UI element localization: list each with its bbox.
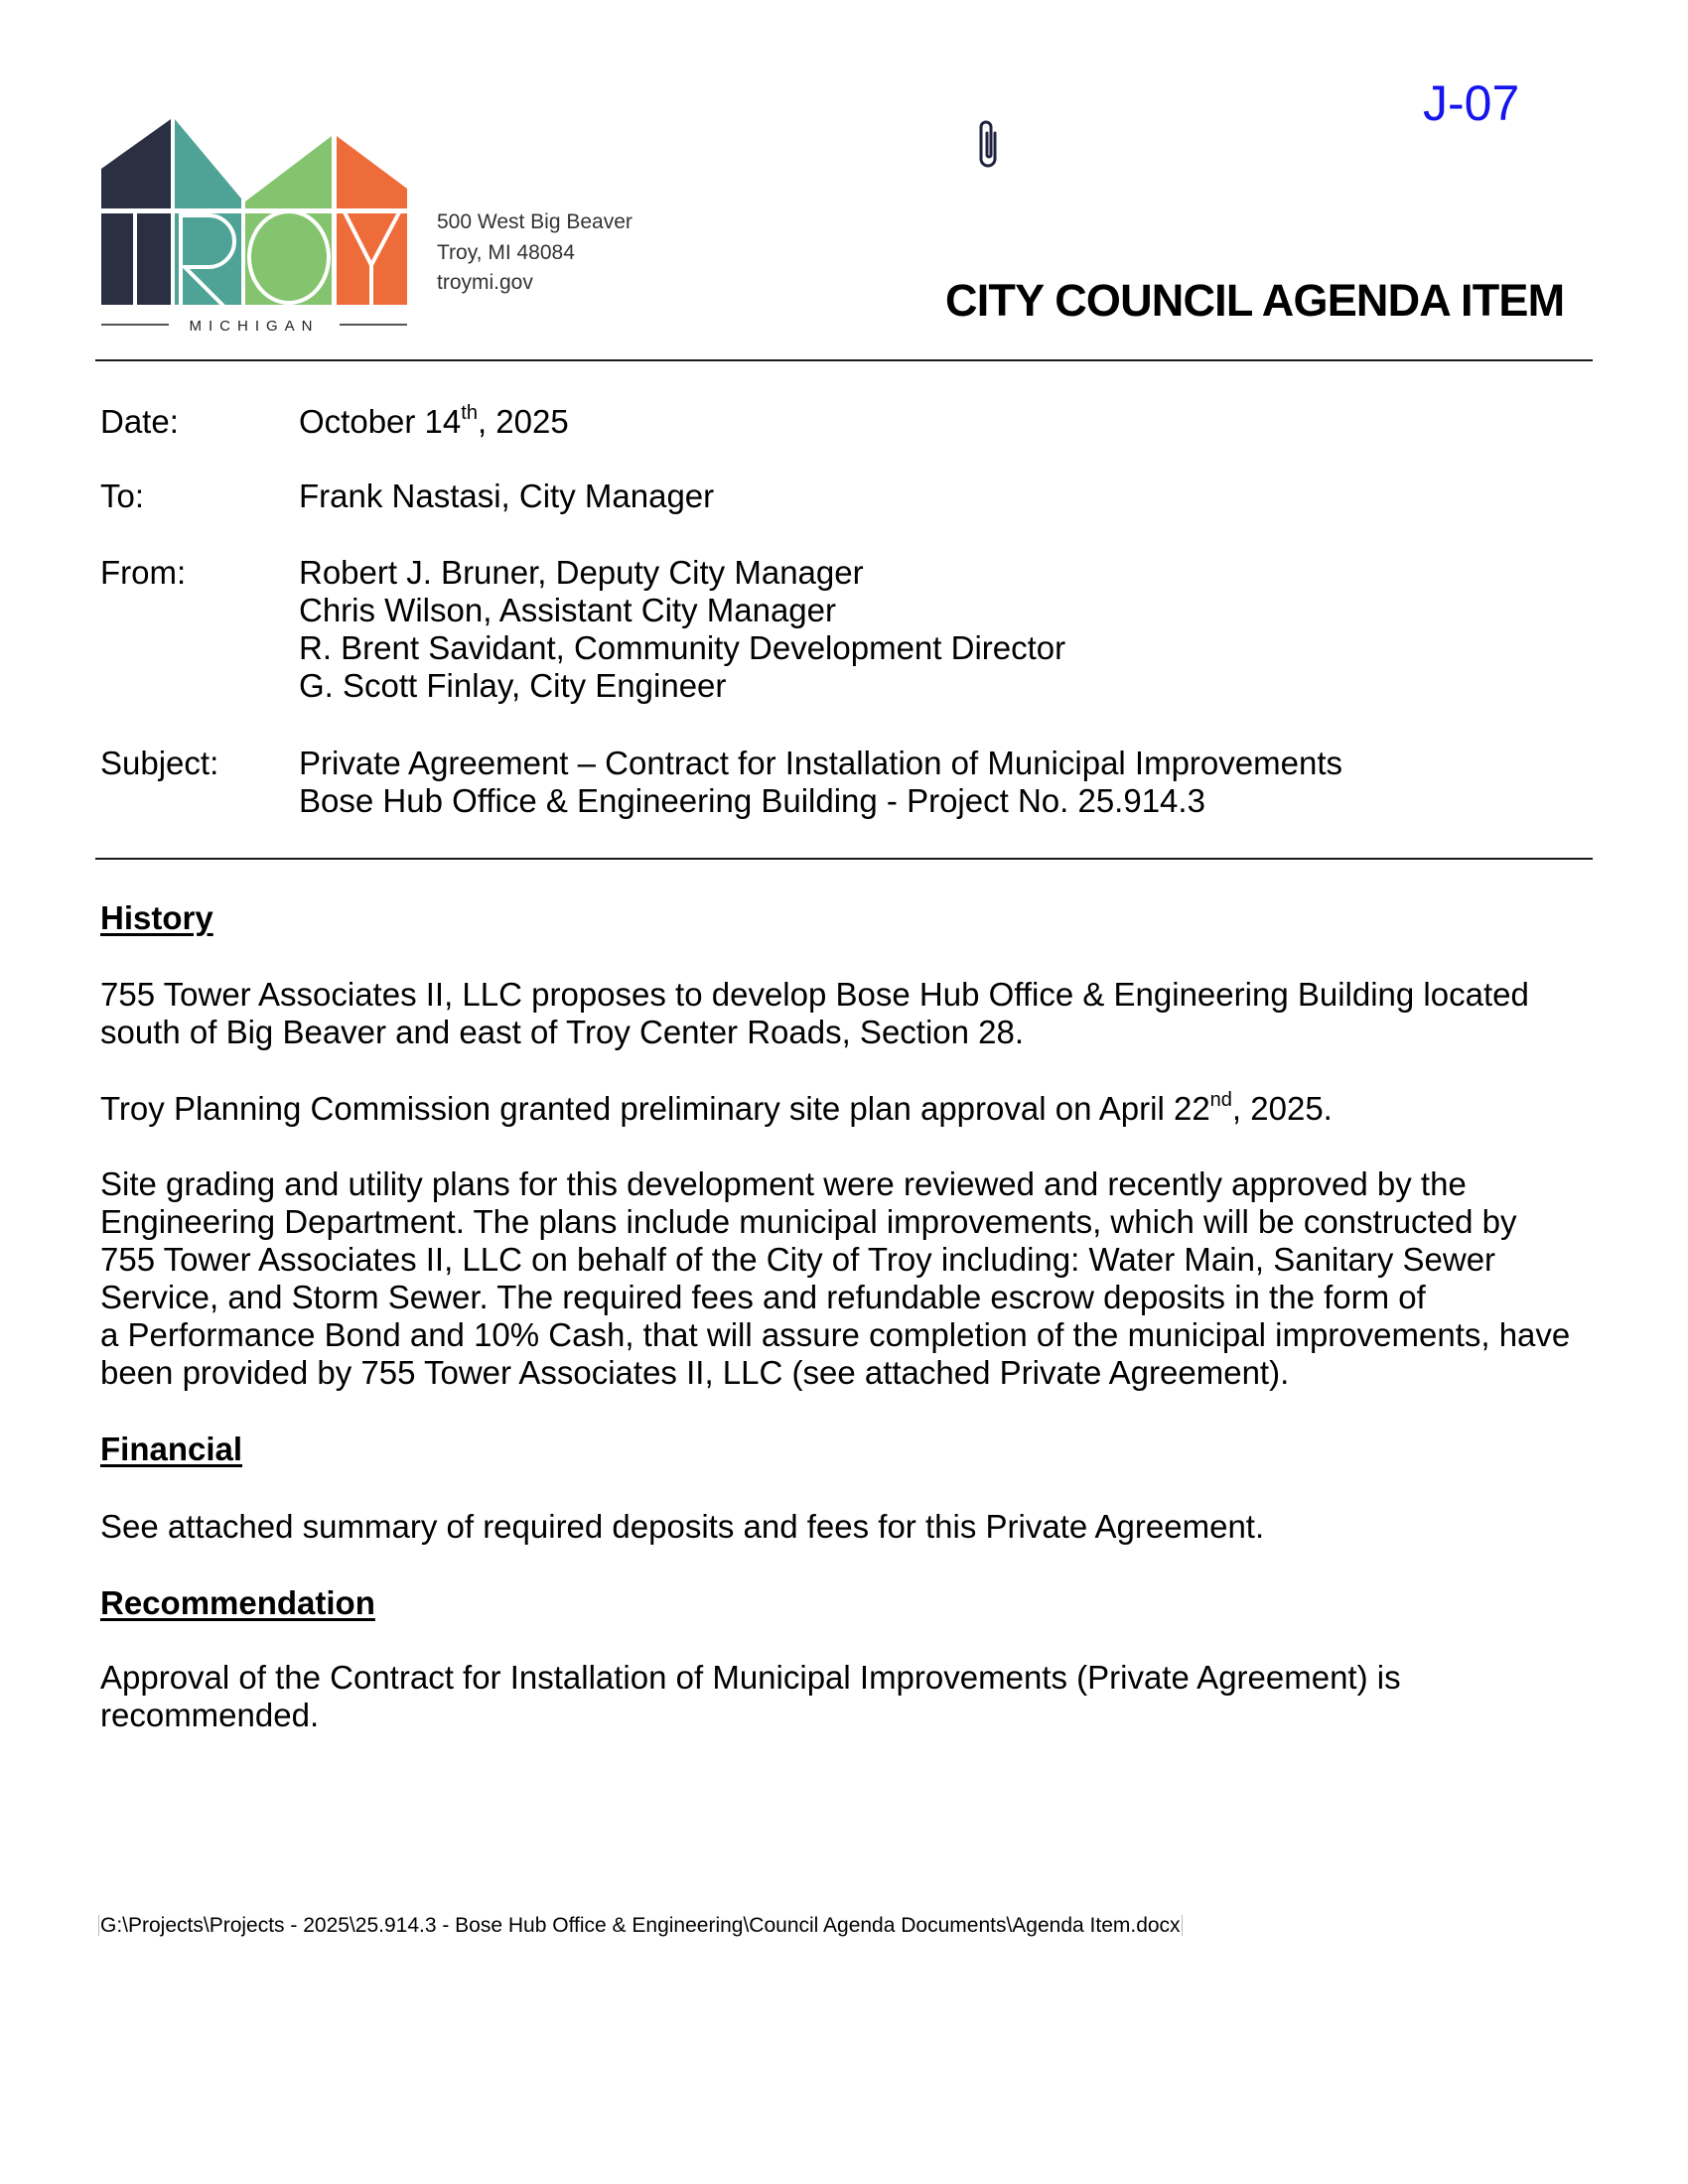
history-paragraph-3-line-4: Service, and Storm Sewer. The required fees and refundable escrow deposits in the form of [100,1279,1426,1315]
paperclip-icon[interactable] [977,117,1001,169]
from-value-4: G. Scott Finlay, City Engineer [299,667,727,704]
financial-paragraph: See attached summary of required deposits and fees for this Private Agreement. [100,1508,1265,1545]
subject-label: Subject: [100,745,219,781]
recommendation-paragraph-line-2: recommended. [100,1697,320,1733]
to-value: Frank Nastasi, City Manager [299,478,715,514]
agenda-item-id: J-07 [1423,75,1520,131]
history-paragraph-3-line-1: Site grading and utility plans for this development were reviewed and recently approved by the [100,1165,1467,1202]
troy-logo [99,116,409,337]
history-paragraph-3-line-5: a Performance Bond and 10% Cash, that will assure completion of the municipal improvements, have [100,1316,1571,1353]
to-label: To: [100,478,145,514]
header-divider [95,359,1593,361]
from-label: From: [100,554,187,591]
history-paragraph-1-line-2: south of Big Beaver and east of Troy Center Roads, Section 28. [100,1014,1025,1050]
date-label: Date: [100,403,179,440]
history-paragraph-3-line-6: been provided by 755 Tower Associates II, LLC (see attached Private Agreement). [100,1354,1290,1391]
history-paragraph-1-line-1: 755 Tower Associates II, LLC proposes to develop Bose Hub Office & Engineering Building located [100,976,1529,1013]
address-street: 500 West Big Beaver [437,210,633,233]
history-paragraph-2: Troy Planning Commission granted preliminary site plan approval on April 22nd, 2025. [100,1089,1333,1127]
history-heading: History [100,899,213,936]
address-city: Troy, MI 48084 [437,241,575,264]
from-value-1: Robert J. Bruner, Deputy City Manager [299,554,864,591]
subject-value-2: Bose Hub Office & Engineering Building - Project No. 25.914.3 [299,782,1205,819]
history-paragraph-3-line-2: Engineering Department. The plans include municipal improvements, which will be constructed by [100,1203,1517,1240]
recommendation-heading: Recommendation [100,1584,375,1621]
history-paragraph-3-line-3: 755 Tower Associates II, LLC on behalf of the City of Troy including: Water Main, Sanitary Sewer [100,1241,1496,1278]
from-value-3: R. Brent Savidant, Community Development Director [299,629,1066,666]
recommendation-paragraph-line-1: Approval of the Contract for Installation of Municipal Improvements (Private Agreement) is [100,1659,1401,1696]
subject-value-1: Private Agreement – Contract for Installation of Municipal Improvements [299,745,1342,781]
date-value: October 14th, 2025 [299,402,569,440]
memo-divider [95,858,1593,860]
document-title: CITY COUNCIL AGENDA ITEM [945,275,1565,326]
footer-file-path: G:\Projects\Projects - 2025\25.914.3 - Bose Hub Office & Engineering\Council Agenda Documents\Agenda Item.docx [100,1914,1181,1937]
logo-subtitle: MICHIGAN [189,318,320,335]
financial-heading: Financial [100,1431,243,1467]
address-website[interactable]: troymi.gov [437,271,533,294]
from-value-2: Chris Wilson, Assistant City Manager [299,592,837,628]
